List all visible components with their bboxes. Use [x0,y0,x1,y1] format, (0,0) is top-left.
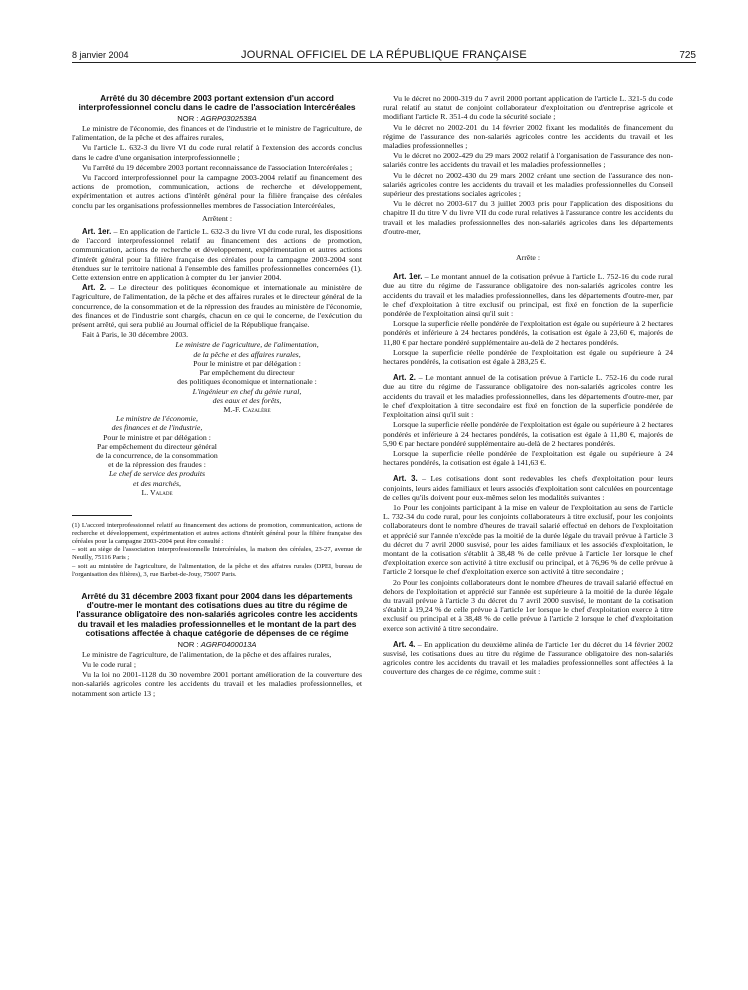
signature-block-1: Le ministre de l'agriculture, de l'alimentation, de la pêche et des affaires rurales, Pour le ministre et par délégation : Par empêchement du directeur des politiques économique et internationale : L'ingénieur en chef du génie rural, des eaux et des forêts, M.-F. Cazalère [72,340,362,414]
arrete2-para: Lorsque la superficie réelle pondérée de l'exploitation est égale ou supérieure à 2 hectares pondérés et inférieure à 24 hectares pondérés, la cotisation est égale à 23,60 €, majorés de 11,80 € par hectare pondéré supplémentaire au-delà de 2 hectares pondérés. [383,319,673,347]
arrete2-para: Lorsque la superficie réelle pondérée de l'exploitation est égale ou supérieure à 24 hectares pondérés, la cotisation est égale à 283,25 €. [383,347,673,367]
arrete2-title: Arrêté du 31 décembre 2003 fixant pour 2004 dans les départements d'outre-mer le montant des cotisations dues au titre du régime de l'assurance obligatoire des non-salariés agricoles contre les accidents du travail et les maladies professionnelles et le montant de la part des cotisations affectée à chaque catégorie de dépenses de ce régime [76,590,358,639]
arrete2-para: Lorsque la superficie réelle pondérée de l'exploitation est égale ou supérieure à 24 hectares pondérés, la cotisation est égale à 141,63 €. [383,448,673,468]
arrete1-article-2: Art. 2. – Le directeur des politiques économique et internationale au ministère de l'agriculture, de l'alimentation, de la pêche et des affaires rurales et le directeur général de la concurrence, de la consommation et de la répression des fraudes au ministère de l'économie, des finances et de l'industrie sont chargés, chacun en ce qui le concerne, de l'exécution du présent arrêté, qui sera publié au Journal officiel de la République française. [72,283,362,330]
arrete2-para: 2o Pour les conjoints collaborateurs dont le nombre d'heures de travail salarié effectué en dehors de l'exploitation et apprécié sur l'année est supérieure à la moitié de la durée légale du travail prévue à l'article 3 du décret du 7 avril 2000 susvisé, le montant de la cotisation s'établit à 19,24 % de celle prévue à l'article 1er lorsque le chef d'exploitation exerce à titre exclusif ou principal et à 38,48 % de celle prévue à l'article 2 lorsque le chef d'exploitation exerce son activité à titre secondaire. [383,577,673,633]
arrete2-visa: Vu le décret no 2002-201 du 14 février 2002 fixant les modalités de financement du régime de l'assurance des non-salariés agricoles contre les accidents du travail et les maladies professionnelles ; [383,122,673,151]
arrete1-nor: NOR : AGRP0302538A [177,113,257,123]
arrete2-para: Lorsque la superficie réelle pondérée de l'exploitation est égale ou supérieure à 2 hectares pondérés et inférieure à 24 hectares pondérés, la cotisation est égale à 11,80 €, majorés de 5,90 € par hectare pondéré supplémentaire au-delà de 2 hectares pondérés. [383,420,673,448]
signature-block-2: Le ministre de l'économie, des finances et de l'industrie, Pour le ministre et par délégation : Par empêchement du directeur général de la concurrence, de la consommation et de la répression des fraudes : Le chef de service des produits et des marchés, L. Valade [72,414,242,497]
arrete1-title: Arrêté du 30 décembre 2003 portant extension d'un accord interprofessionnel conclu dans le cadre de l'association Intercéréales [78,93,356,113]
header-journal-title: JOURNAL OFFICIEL DE LA RÉPUBLIQUE FRANÇAISE [241,49,527,61]
arrete1-para: Vu l'accord interprofessionnel pour la campagne 2003-2004 relatif au financement des actions de promotion, communication, actions de recherche et développement, expérimentation et autres actions d'intérêt général pour la filière française des céréales conclu par les organisations professionnelles membres de l'association Intercéréales, [72,173,362,210]
arrete2-para: Vu la loi no 2001-1128 du 30 novembre 2001 portant amélioration de la couverture des non-salariés agricoles contre les accidents du travail et les maladies professionnelles, et notamment son article 13 ; [72,670,362,698]
arrete1-arretent: Arrêtent : [201,213,233,223]
arrete1-article-1: Art. 1er. – En application de l'article L. 632-3 du livre VI du code rural, les dispositions de l'accord interprofessionnel relatif au financement des actions de promotion, communication, actions de recherche et développement, expérimentation et autres actions d'intérêt général pour la filière française des céréales pour la campagne 2003-2004 sont étendues sur le territoire national à l'ensemble des familles professionnelles concernées (1). Cette extension entre en application à compter du 1er janvier 2004. [72,227,362,283]
page-header [72,44,696,63]
arrete2-arrete: Arrête : [515,253,541,263]
arrete2-para: 1o Pour les conjoints participant à la mise en valeur de l'exploitation au sens de l'article L. 732-34 du code rural, pour les conjoints collaborateurs à titre exclusif, pour les conjoints collaborateurs dont le nombre d'heures de travail salarié effectué en dehors de l'exploitation et apprécié sur l'année n'excède pas la moitié de la durée légale du travail prévue à l'article 3 du décret du 7 avril 2000 susvisé, pour les aides familiaux et les associés d'exploitation, le montant de la cotisation s'établit à 38,48 % de celle prévue à l'article 1er lorsque le chef d'exploitation exerce son activité à titre exclusif ou principal, et à 76,96 % de celle prévue à l'article 2 lorsque le chef d'exploitation exerce son activité à titre secondaire ; [383,502,673,577]
arrete1-fait: Fait à Paris, le 30 décembre 2003. [82,330,189,340]
arrete1-para: Vu l'arrêté du 19 décembre 2003 portant reconnaissance de l'association Intercéréales ; [82,162,353,172]
arrete2-visa: Vu le décret no 2002-429 du 29 mars 2002 relatif à l'organisation de l'assurance des non-salariés contre les accidents du travail et les maladies professionnelles ; [383,151,673,170]
arrete2-article-3: Art. 3. – Les cotisations dont sont redevables les chefs d'exploitation pour leurs conjoints, leurs aides familiaux et leurs associés d'exploitation sont calculées en pourcentage de celles qu'ils doivent pour eux-mêmes selon les modalités suivantes : [383,474,673,502]
arrete1-para: Le ministre de l'économie, des finances et de l'industrie et le ministre de l'agriculture, de l'alimentation, de la pêche et des affaires rurales, [72,124,362,143]
footnote: – soit au ministère de l'agriculture, de l'alimentation, de la pêche et des affaires rurales (DPEI, bureau de l'organisation des filières), 3, rue Barbet-de-Jouy, 75007 Paris. [72,562,362,578]
footnote-rule [72,515,132,516]
left-column [72,94,362,699]
arrete2-para: Le ministre de l'agriculture, de l'alimentation, de la pêche et des affaires rurales, [82,649,332,659]
footnote: (1) L'accord interprofessionnel relatif au financement des actions de promotion, communication, actions de recherche et développement, expérimentation et autres actions d'intérêt général pour la filière française des céréales pour la campagne 2003-2004 peut être consulté : [72,521,362,545]
arrete2-visa: Vu le décret no 2002-430 du 29 mars 2002 créant une section de l'assurance des non-salariés agricoles contre les accidents du travail et les maladies professionnelles du Conseil supérieur des prestations sociales agricoles ; [383,170,673,199]
footnote: – soit au siège de l'association interprofessionnelle Intercéréales, la maison des céréales, 23-27, avenue de Neuilly, 75116 Paris ; [72,546,362,562]
arrete2-article-2: Art. 2. – Le montant annuel de la cotisation prévue à l'article L. 752-16 du code rural due au titre du régime de l'assurance obligatoire des non-salariés agricoles contre les accidents du travail et les maladies professionnelles, dans les départements d'outre-mer, par le chef d'exploitation à titre secondaire est fixé en fonction de la superficie pondérée de l'exploitation ainsi qu'il suit : [383,373,673,420]
signatory-name: M.-F. Cazalère [223,404,271,414]
arrete1-para: Vu l'article L. 632-3 du livre VI du code rural relatif à l'extension des accords conclus dans le cadre d'une organisation interprofessionnelle ; [72,143,362,162]
right-column [383,94,673,678]
header-date: 8 janvier 2004 [72,50,129,60]
header-page-number: 725 [679,50,696,61]
arrete2-nor: NOR : AGRF0400013A [177,639,257,649]
arrete2-visa: Vu le décret no 2003-617 du 3 juillet 2003 pris pour l'application des dispositions du chapitre II du titre V du livre VII du code rural relatives à l'assurance contre les accidents du travail et les maladies professionnelles des non-salariés agricoles dans les départements d'outre-mer, [383,199,673,236]
arrete2-article-1: Art. 1er. – Le montant annuel de la cotisation prévue à l'article L. 752-16 du code rural due au titre du régime de l'assurance obligatoire des non-salariés agricoles contre les accidents du travail et les maladies professionnelles, dans les départements d'outre-mer, par le chef d'exploitation à titre exclusif ou principal, est fixé en fonction de la superficie pondérée de l'exploitation ainsi qu'il suit : [383,272,673,319]
arrete2-visa: Vu le décret no 2000-319 du 7 avril 2000 portant application de l'article L. 321-5 du code rural relatif au statut de conjoint collaborateur d'exploitation ou d'entreprise agricole et modifiant l'article R. 351-4 du code la sécurité sociale ; [383,94,673,122]
signatory-name: L. Valade [141,487,173,497]
arrete2-article-4: Art. 4. – En application du deuxième alinéa de l'article 1er du décret du 14 février 2002 susvisé, les cotisations dues au titre du régime de l'assurance obligatoire des non-salariés agricoles contre les accidents du travail et les maladies professionnelles sont affectées à la couverture des charges de ce régime, comme suit : [383,639,673,677]
arrete2-para: Vu le code rural ; [82,659,137,669]
